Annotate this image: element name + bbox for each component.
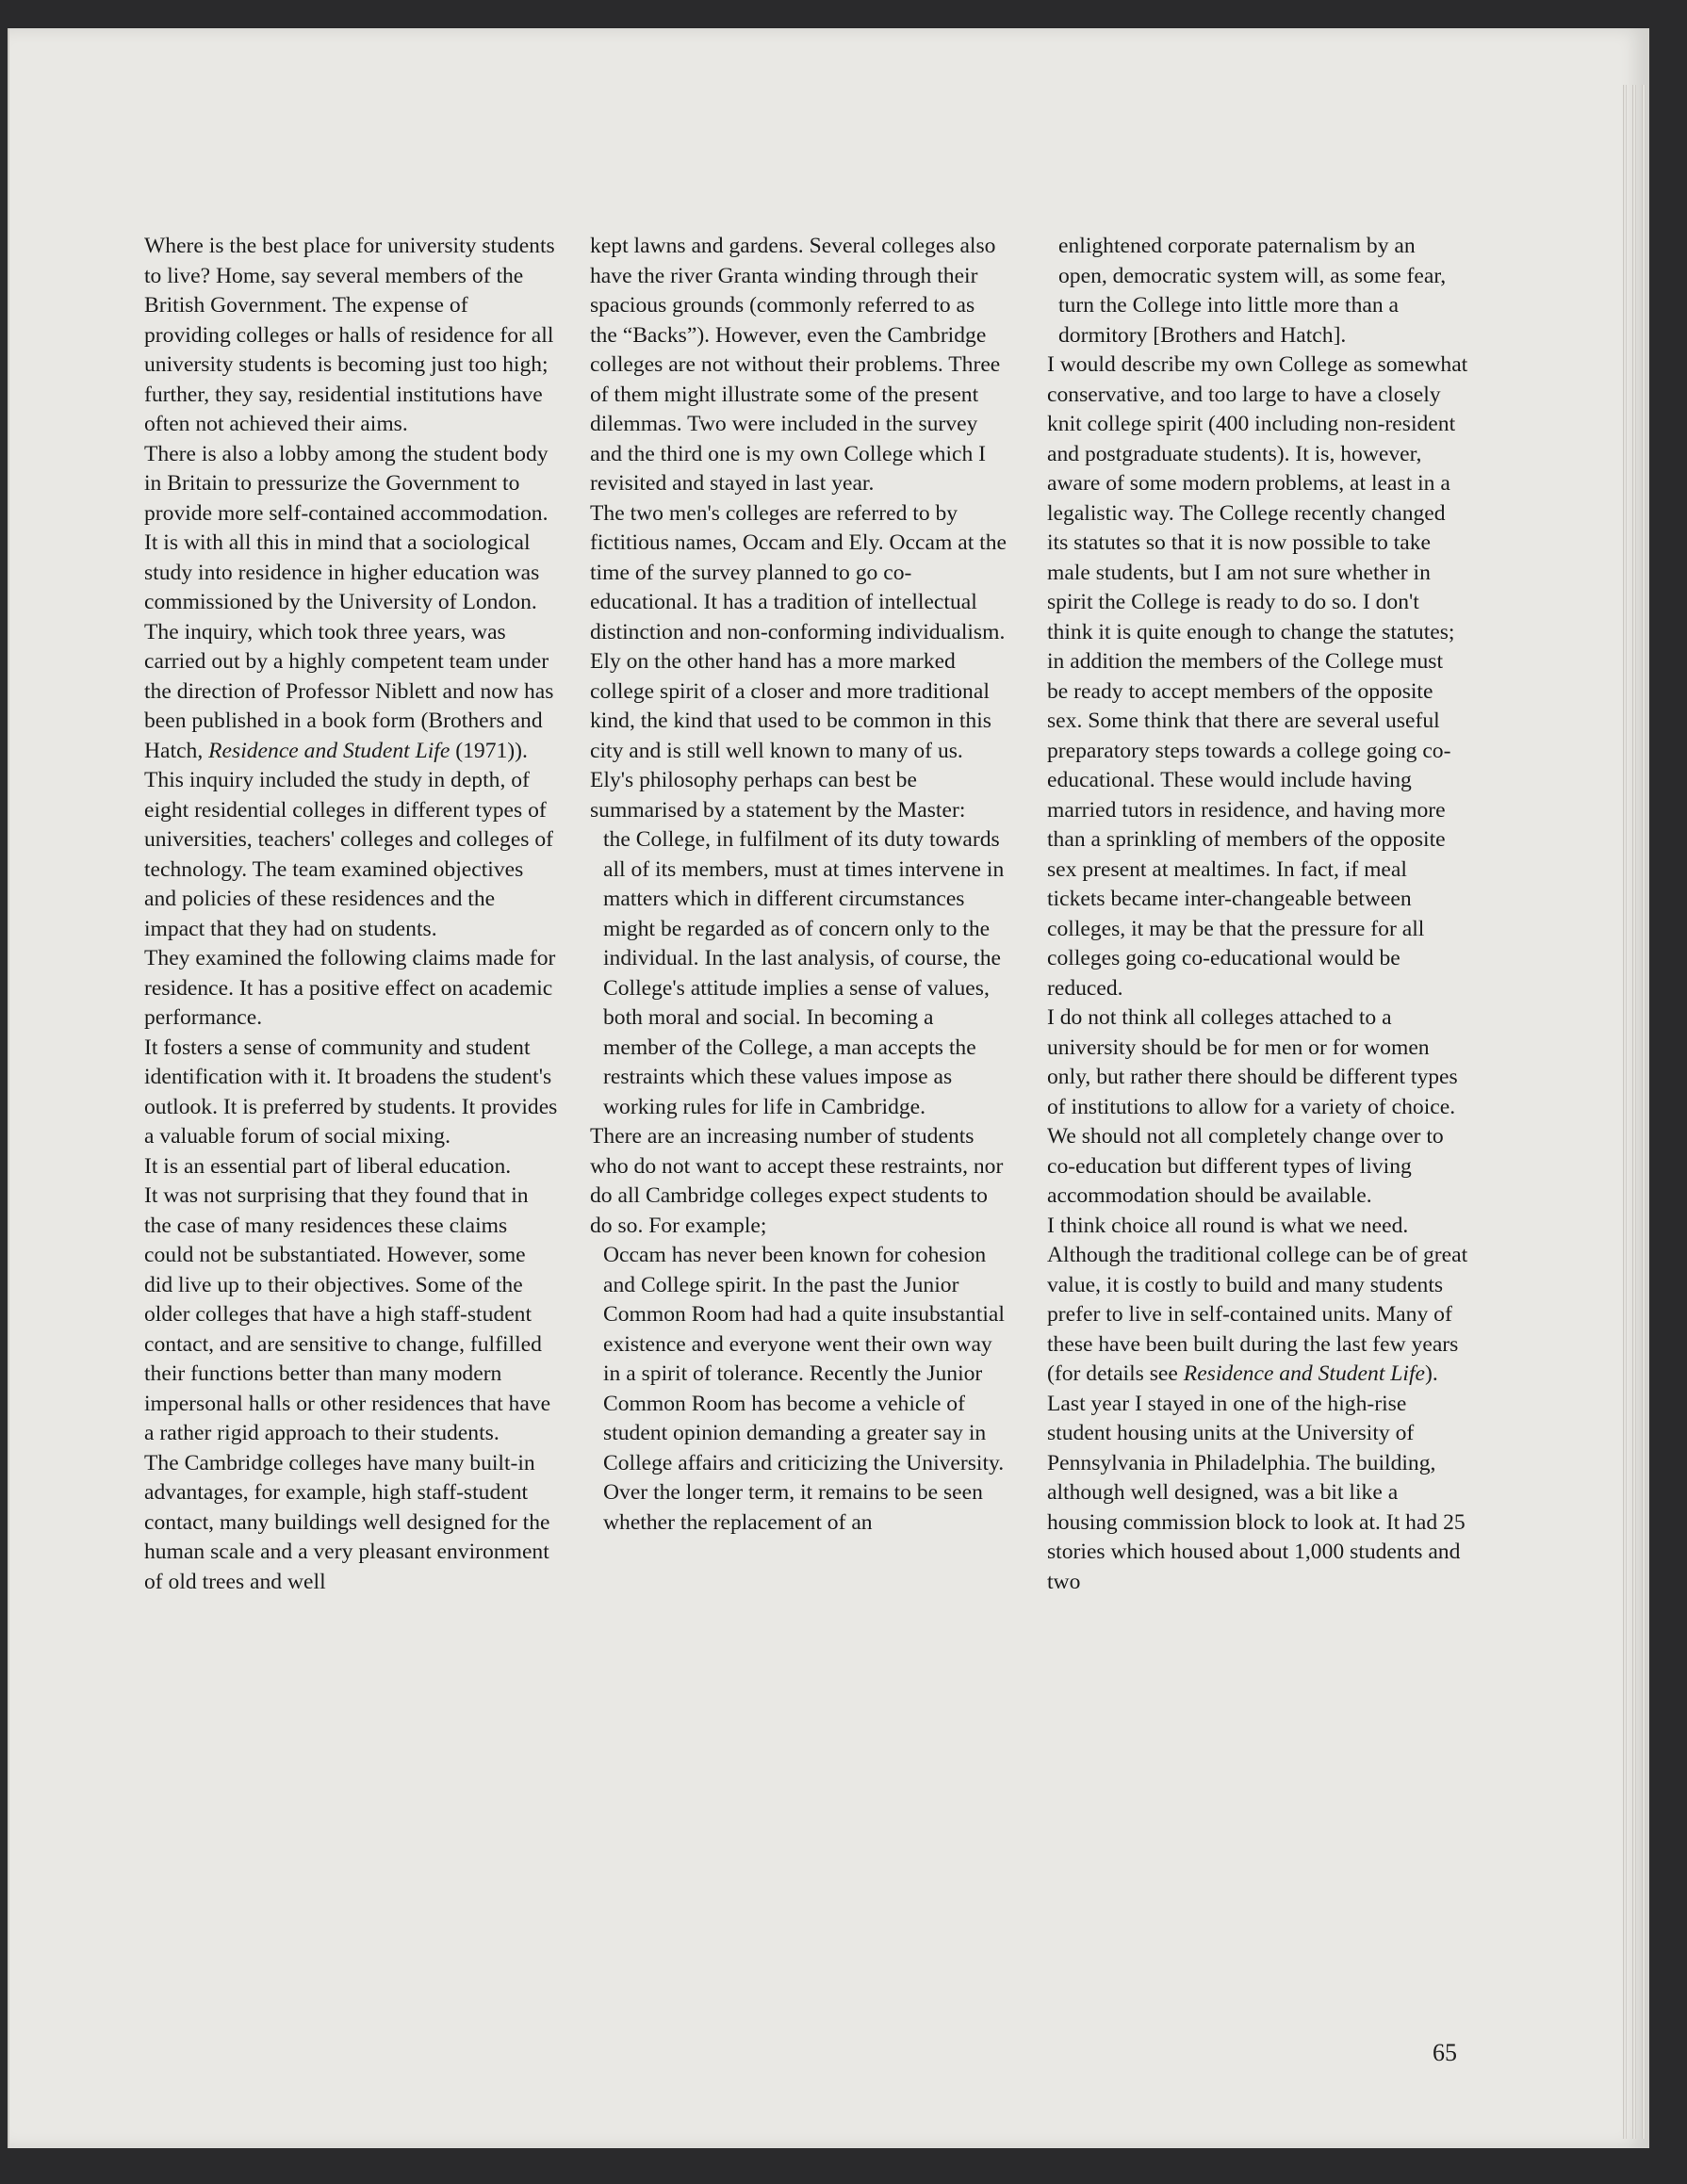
paragraph xyxy=(1047,350,1469,1003)
paragraph-text: I think choice all round is what we need. Although the traditional college can be of great value, it is costly to build and many students prefer to live in self-contained units. Many of these have been built during the last few years (for details see xyxy=(1047,1213,1468,1386)
paragraph-text: I would describe my own College as somewhat conservative, and too large to have a closely knit college spirit (400 including non-resident and postgraduate students). It is, however, aware of some modern problems, at least in a legalistic way. The College recently changed its statutes so that it is now possible to take male students, but I am not sure whether in spirit the College is ready to do so. I don't think it is quite enough to change the statutes; in addition the members of the College must be ready to accept members of the opposite sex. Some think that there are several useful preparatory steps towards a college going co-educational. These would include having married tutors in residence, and having more than a sprinkling of members of the opposite sex present at mealtimes. In fact, if meal tickets became inter-changeable between colleges, it may be that the pressure for all colleges going co-educational would be reduced. xyxy=(1047,352,1468,1001)
page-edge xyxy=(1623,85,1627,2139)
paragraph xyxy=(144,1034,559,1152)
paragraph xyxy=(590,232,1007,499)
paragraph-text: ). Last year I stayed in one of the high-rise student housing units at the University of Pennsylvania in Philadelphia. The building, although well designed, was a bit like a housing commission block to look at. It had 25 stories which housed about 1,000 students and two xyxy=(1047,1361,1466,1594)
paragraph-text: (1971)). xyxy=(450,738,528,763)
paragraph xyxy=(590,499,1007,826)
paragraph xyxy=(144,440,559,767)
paragraph xyxy=(1047,1212,1469,1598)
paragraph-text: the College, in fulfilment of its duty towards all of its members, must at times intervene in matters which in different circumstances might be regarded as of concern only to the individual. In the last analysis, of course, the College's attitude implies a sense of values, both moral and social. In becoming a member of the College, a man accepts the restraints which these values impose as working rules for life in Cambridge. xyxy=(603,827,1005,1119)
book-title: Residence and Student Life xyxy=(208,738,450,763)
text-column-2 xyxy=(590,232,1007,1538)
paragraph-text: Occam has never been known for cohesion and College spirit. In the past the Junior Common Room had had a quite insubstantial existence and everyone went their own way in a spirit of tolerance. Recently the Junior Common Room has become a vehicle of student opinion demanding a greater say in College affairs and criticizing the University. Over the longer term, it remains to be seen whether the replacement of an xyxy=(603,1243,1005,1535)
paragraph-text: They examined the following claims made for residence. It has a positive effect on academic performance. xyxy=(144,946,556,1030)
paragraph-text: I do not think all colleges attached to a university should be for men or for women only, but rather there should be different types of institutions to allow for a variety of choice. We should not all completely change over to co-education but different types of living accommodation should be available. xyxy=(1047,1005,1458,1208)
paragraph-text: enlightened corporate paternalism by an open, democratic system will, as some fear, turn the College into little more than a dormitory [Brothers and Hatch]. xyxy=(1058,234,1447,348)
paragraph xyxy=(590,1122,1007,1241)
page-edge xyxy=(1632,85,1636,2139)
paragraph-text: The two men's colleges are referred to by fictitious names, Occam and Ely. Occam at the time of the survey planned to go co-educational. It has a tradition of intellectual distinction and non-conforming individualism. Ely on the other hand has a more marked college spirit of a closer and more traditional kind, the kind that used to be common in this city and is still well known to many of us. Ely's philosophy perhaps can best be summarised by a statement by the Master: xyxy=(590,500,1007,823)
paragraph xyxy=(144,1152,559,1182)
paragraph-text: It fosters a sense of community and student identification with it. It broadens the student's outlook. It is preferred by students. It provides a valuable forum of social mixing. xyxy=(144,1035,558,1149)
paragraph-text: Where is the best place for university students to live? Home, say several members of the British Government. The expense of providing colleges or halls of residence for all university students is becoming just too high; further, they say, residential institutions have often not achieved their aims. xyxy=(144,234,555,436)
paragraph-text: This inquiry included the study in depth, of eight residential colleges in different types of universities, teachers' colleges and colleges of technology. The team examined objectives and policies of these residences and the impact that they had on students. xyxy=(144,768,554,941)
paragraph xyxy=(144,1182,559,1449)
text-column-1 xyxy=(144,232,559,1597)
page-number: 65 xyxy=(1433,2039,1457,2066)
paragraph-text: kept lawns and gardens. Several colleges also have the river Granta winding through their spacious grounds (commonly referred to as the “Backs”). However, even the Cambridge colleges are not without their problems. Three of them might illustrate some of the present dilemmas. Two were included in the survey and the third one is my own College which I revisited and stayed in last year. xyxy=(590,234,1001,496)
paragraph xyxy=(144,766,559,944)
paragraph-text: The Cambridge colleges have many built-in advantages, for example, high staff-student contact, many buildings well designed for the human scale and a very pleasant environment of old trees and well xyxy=(144,1450,550,1594)
paragraph xyxy=(1047,1003,1469,1212)
paragraph xyxy=(1047,232,1469,350)
paragraph-text: It was not surprising that they found that in the case of many residences these claims could not be substantiated. However, some did live up to their objectives. Some of the older colleges that have a high staff-student contact, and are sensitive to change, fulfilled their functions better than many modern impersonal halls or other residences that have a rather rigid approach to their students. xyxy=(144,1183,551,1445)
block-quote xyxy=(590,1241,1007,1538)
page-edge xyxy=(1642,85,1646,2139)
text-column-3 xyxy=(1047,232,1469,1597)
paragraph xyxy=(144,232,559,440)
block-quote xyxy=(590,825,1007,1122)
paragraph-text: There are an increasing number of students who do not want to accept these restraints, nor do all Cambridge colleges expect students to do so. For example; xyxy=(590,1124,1004,1238)
paragraph-text: There is also a lobby among the student body in Britain to pressurize the Government to provide more self-contained accommodation. It is with all this in mind that a sociological study into residence in higher education was commissioned by the University of London. The inquiry, which took three years, was carried out by a highly competent team under the direction of Professor Niblett and now has been published in a book form (Brothers and Hatch, xyxy=(144,441,554,763)
paragraph xyxy=(144,944,559,1034)
book-page xyxy=(8,28,1649,2148)
paragraph xyxy=(144,1449,559,1598)
paragraph-text: It is an essential part of liberal education. xyxy=(144,1153,512,1179)
book-title: Residence and Student Life xyxy=(1183,1361,1425,1386)
